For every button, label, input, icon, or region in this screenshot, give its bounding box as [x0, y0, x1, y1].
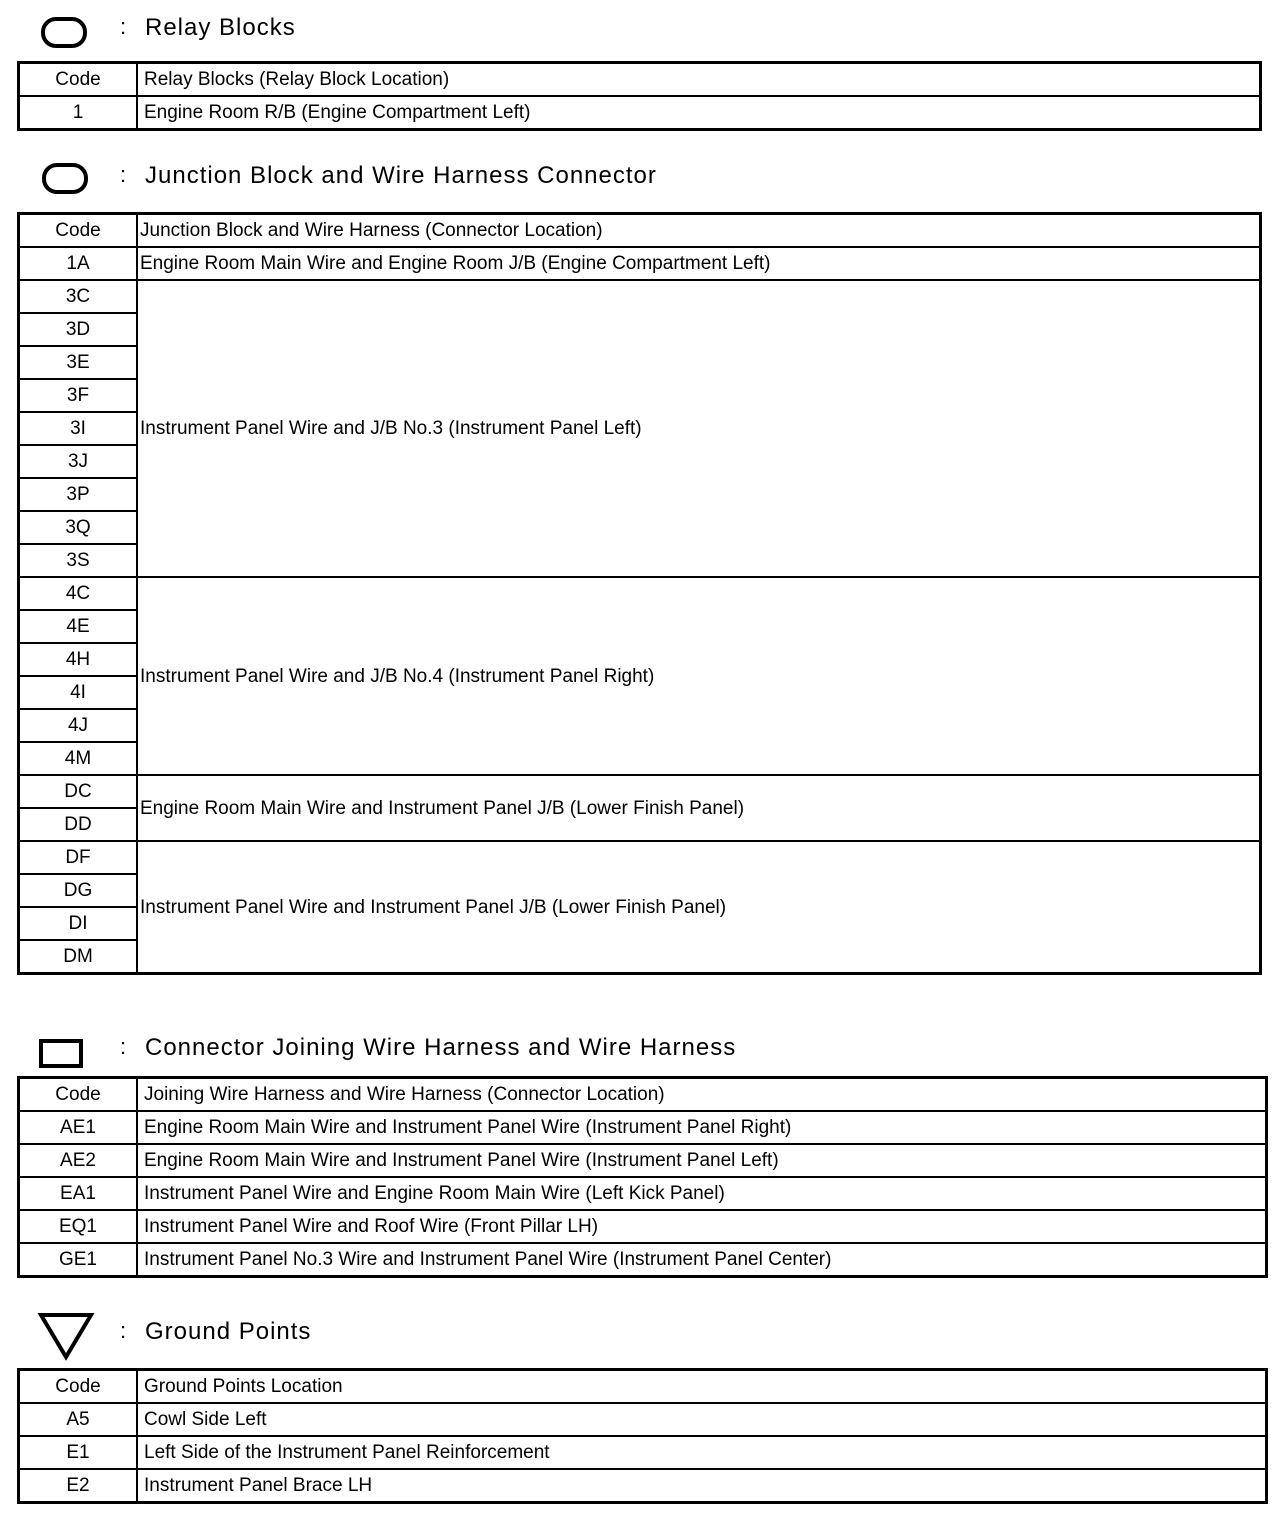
- table-row: [19, 1469, 1267, 1503]
- code-cell: AE2: [19, 1144, 138, 1177]
- table-row: [19, 1243, 1267, 1277]
- relay-blocks-header: [0, 13, 1280, 53]
- code-cell: DM: [19, 940, 138, 974]
- location-cell: Engine Room Main Wire and Instrument Panel J/B (Lower Finish Panel): [137, 775, 1261, 841]
- connector-colon: :: [120, 1034, 127, 1059]
- ground-points-body: [19, 1403, 1267, 1503]
- location-cell: Left Side of the Instrument Panel Reinforcement: [137, 1436, 1267, 1469]
- table-row: [19, 280, 1261, 313]
- code-cell: DD: [19, 808, 138, 841]
- table-header-row: [19, 1078, 1267, 1112]
- code-cell: GE1: [19, 1243, 138, 1277]
- connector-title: Connector Joining Wire Harness and Wire Harness: [145, 1034, 737, 1061]
- table-row: [19, 1210, 1267, 1243]
- location-cell: Instrument Panel Wire and J/B No.4 (Instrument Panel Right): [137, 577, 1261, 775]
- table-row: [19, 577, 1261, 610]
- location-cell: Cowl Side Left: [137, 1403, 1267, 1436]
- connector-body: [19, 1111, 1267, 1277]
- ground-points-title: Ground Points: [145, 1318, 312, 1345]
- table-row: [19, 96, 1261, 130]
- code-cell: A5: [19, 1403, 138, 1436]
- connector-table: [17, 1076, 1268, 1278]
- location-cell: Engine Room Main Wire and Instrument Panel Wire (Instrument Panel Left): [137, 1144, 1267, 1177]
- table-row: [19, 1111, 1267, 1144]
- location-cell: Instrument Panel Wire and Roof Wire (Front Pillar LH): [137, 1210, 1267, 1243]
- relay-block-symbol-icon: [40, 16, 90, 50]
- code-cell: 3I: [19, 412, 138, 445]
- location-cell: Instrument Panel Brace LH: [137, 1469, 1267, 1503]
- location-header: Junction Block and Wire Harness (Connector Location): [137, 214, 1261, 248]
- location-header: Joining Wire Harness and Wire Harness (Connector Location): [137, 1078, 1267, 1112]
- junction-block-title: Junction Block and Wire Harness Connector: [145, 162, 657, 189]
- location-cell: Instrument Panel Wire and Instrument Panel J/B (Lower Finish Panel): [137, 841, 1261, 974]
- table-row: [19, 1403, 1267, 1436]
- location-cell: Instrument Panel Wire and J/B No.3 (Instrument Panel Left): [137, 280, 1261, 577]
- junction-block-table: [17, 212, 1262, 975]
- table-row: [19, 841, 1261, 874]
- junction-colon: :: [120, 162, 127, 187]
- code-cell: 3C: [19, 280, 138, 313]
- junction-block-body: [19, 247, 1261, 974]
- code-cell: 4M: [19, 742, 138, 775]
- code-cell: 3D: [19, 313, 138, 346]
- table-header-row: [19, 1370, 1267, 1404]
- code-cell: 1A: [19, 247, 138, 280]
- location-cell: Engine Room Main Wire and Engine Room J/B (Engine Compartment Left): [137, 247, 1261, 280]
- code-cell: 4J: [19, 709, 138, 742]
- location-header: Ground Points Location: [137, 1370, 1267, 1404]
- junction-block-header: [0, 161, 1280, 201]
- code-cell: 3Q: [19, 511, 138, 544]
- ground-point-triangle-icon: [37, 1311, 97, 1363]
- relay-blocks-table: [17, 61, 1262, 131]
- location-header: Relay Blocks (Relay Block Location): [137, 63, 1261, 97]
- ground-points-header: [0, 1317, 1280, 1357]
- code-cell: 3F: [19, 379, 138, 412]
- code-cell: 4I: [19, 676, 138, 709]
- code-header: Code: [19, 1370, 138, 1404]
- code-cell: DG: [19, 874, 138, 907]
- junction-block-symbol-icon: [40, 162, 92, 196]
- table-row: [19, 247, 1261, 280]
- code-cell: AE1: [19, 1111, 138, 1144]
- code-cell: E1: [19, 1436, 138, 1469]
- code-cell: E2: [19, 1469, 138, 1503]
- connector-symbol-icon: [37, 1035, 87, 1071]
- code-cell: 1: [19, 96, 138, 130]
- code-cell: 4E: [19, 610, 138, 643]
- relay-blocks-title: Relay Blocks: [145, 14, 296, 41]
- table-header-row: [19, 63, 1261, 97]
- ground-colon: :: [120, 1318, 127, 1343]
- table-header-row: [19, 214, 1261, 248]
- code-cell: 3E: [19, 346, 138, 379]
- code-cell: 3P: [19, 478, 138, 511]
- connector-header: [0, 1033, 1280, 1073]
- table-row: [19, 775, 1261, 808]
- code-cell: EQ1: [19, 1210, 138, 1243]
- location-cell: Engine Room Main Wire and Instrument Panel Wire (Instrument Panel Right): [137, 1111, 1267, 1144]
- table-row: [19, 1144, 1267, 1177]
- location-cell: Engine Room R/B (Engine Compartment Left): [137, 96, 1261, 130]
- code-cell: DF: [19, 841, 138, 874]
- code-header: Code: [19, 1078, 138, 1112]
- code-cell: DC: [19, 775, 138, 808]
- code-header: Code: [19, 214, 138, 248]
- code-cell: 3J: [19, 445, 138, 478]
- location-cell: Instrument Panel No.3 Wire and Instrument Panel Wire (Instrument Panel Center): [137, 1243, 1267, 1277]
- table-row: [19, 1177, 1267, 1210]
- code-cell: 4C: [19, 577, 138, 610]
- code-cell: 3S: [19, 544, 138, 577]
- location-cell: Instrument Panel Wire and Engine Room Main Wire (Left Kick Panel): [137, 1177, 1267, 1210]
- table-row: [19, 1436, 1267, 1469]
- ground-points-table: [17, 1368, 1268, 1504]
- code-header: Code: [19, 63, 138, 97]
- code-cell: 4H: [19, 643, 138, 676]
- code-cell: DI: [19, 907, 138, 940]
- relay-colon: :: [120, 14, 127, 39]
- code-cell: EA1: [19, 1177, 138, 1210]
